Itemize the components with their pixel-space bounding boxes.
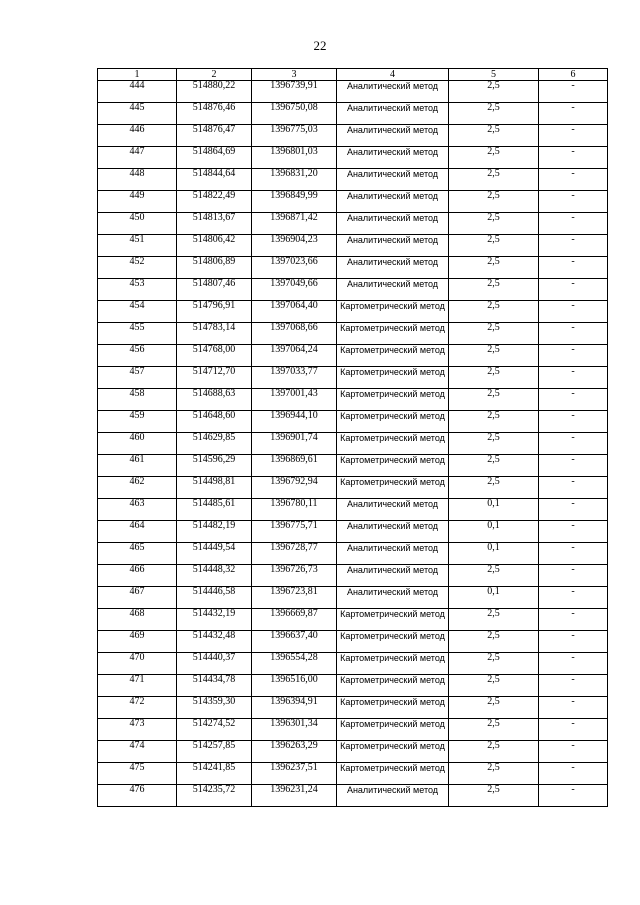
accuracy-cell: 2,5 xyxy=(449,631,539,653)
note-cell: - xyxy=(539,543,608,565)
note-cell: - xyxy=(539,301,608,323)
note-cell: - xyxy=(539,741,608,763)
x-coordinate-cell: 514629,85 xyxy=(177,433,252,455)
point-number-cell: 444 xyxy=(98,81,177,103)
y-coordinate-cell: 1396301,34 xyxy=(252,719,337,741)
table-row xyxy=(98,587,608,609)
note-cell: - xyxy=(539,785,608,807)
method-cell: Картометрический метод xyxy=(337,763,449,785)
method-cell: Картометрический метод xyxy=(337,697,449,719)
method-cell: Картометрический метод xyxy=(337,609,449,631)
y-coordinate-cell: 1396669,87 xyxy=(252,609,337,631)
y-coordinate-cell: 1396780,11 xyxy=(252,499,337,521)
note-cell: - xyxy=(539,81,608,103)
method-cell: Картометрический метод xyxy=(337,653,449,675)
table-row xyxy=(98,147,608,169)
method-cell: Картометрический метод xyxy=(337,345,449,367)
x-coordinate-cell: 514235,72 xyxy=(177,785,252,807)
point-number-cell: 465 xyxy=(98,543,177,565)
point-number-cell: 454 xyxy=(98,301,177,323)
point-number-cell: 466 xyxy=(98,565,177,587)
point-number-cell: 471 xyxy=(98,675,177,697)
point-number-cell: 464 xyxy=(98,521,177,543)
accuracy-cell: 2,5 xyxy=(449,697,539,719)
method-cell: Картометрический метод xyxy=(337,433,449,455)
note-cell: - xyxy=(539,279,608,301)
y-coordinate-cell: 1397064,40 xyxy=(252,301,337,323)
table-row xyxy=(98,301,608,323)
point-number-cell: 473 xyxy=(98,719,177,741)
accuracy-cell: 2,5 xyxy=(449,257,539,279)
point-number-cell: 448 xyxy=(98,169,177,191)
x-coordinate-cell: 514880,22 xyxy=(177,81,252,103)
y-coordinate-cell: 1397001,43 xyxy=(252,389,337,411)
y-coordinate-cell: 1396554,28 xyxy=(252,653,337,675)
x-coordinate-cell: 514432,19 xyxy=(177,609,252,631)
method-cell: Картометрический метод xyxy=(337,455,449,477)
accuracy-cell: 2,5 xyxy=(449,675,539,697)
y-coordinate-cell: 1396739,91 xyxy=(252,81,337,103)
note-cell: - xyxy=(539,631,608,653)
y-coordinate-cell: 1396904,23 xyxy=(252,235,337,257)
x-coordinate-cell: 514806,42 xyxy=(177,235,252,257)
table-row xyxy=(98,235,608,257)
accuracy-cell: 2,5 xyxy=(449,433,539,455)
x-coordinate-cell: 514449,54 xyxy=(177,543,252,565)
method-cell: Картометрический метод xyxy=(337,741,449,763)
table-row xyxy=(98,125,608,147)
method-cell: Картометрический метод xyxy=(337,301,449,323)
table-row xyxy=(98,81,608,103)
method-cell: Картометрический метод xyxy=(337,367,449,389)
x-coordinate-cell: 514274,52 xyxy=(177,719,252,741)
accuracy-cell: 2,5 xyxy=(449,389,539,411)
note-cell: - xyxy=(539,103,608,125)
point-number-cell: 476 xyxy=(98,785,177,807)
point-number-cell: 449 xyxy=(98,191,177,213)
y-coordinate-cell: 1396750,08 xyxy=(252,103,337,125)
x-coordinate-cell: 514876,46 xyxy=(177,103,252,125)
note-cell: - xyxy=(539,125,608,147)
x-coordinate-cell: 514648,60 xyxy=(177,411,252,433)
accuracy-cell: 2,5 xyxy=(449,301,539,323)
x-coordinate-cell: 514806,89 xyxy=(177,257,252,279)
method-cell: Картометрический метод xyxy=(337,477,449,499)
y-coordinate-cell: 1396775,71 xyxy=(252,521,337,543)
point-number-cell: 470 xyxy=(98,653,177,675)
note-cell: - xyxy=(539,389,608,411)
point-number-cell: 447 xyxy=(98,147,177,169)
note-cell: - xyxy=(539,697,608,719)
accuracy-cell: 2,5 xyxy=(449,191,539,213)
x-coordinate-cell: 514485,61 xyxy=(177,499,252,521)
method-cell: Аналитический метод xyxy=(337,169,449,191)
table-row xyxy=(98,257,608,279)
y-coordinate-cell: 1396723,81 xyxy=(252,587,337,609)
point-number-cell: 457 xyxy=(98,367,177,389)
y-coordinate-cell: 1396849,99 xyxy=(252,191,337,213)
column-header: 5 xyxy=(449,69,539,81)
point-number-cell: 456 xyxy=(98,345,177,367)
note-cell: - xyxy=(539,587,608,609)
x-coordinate-cell: 514257,85 xyxy=(177,741,252,763)
x-coordinate-cell: 514688,63 xyxy=(177,389,252,411)
point-number-cell: 460 xyxy=(98,433,177,455)
table-row xyxy=(98,675,608,697)
x-coordinate-cell: 514712,70 xyxy=(177,367,252,389)
table-row xyxy=(98,389,608,411)
accuracy-cell: 0,1 xyxy=(449,499,539,521)
y-coordinate-cell: 1396394,91 xyxy=(252,697,337,719)
method-cell: Аналитический метод xyxy=(337,785,449,807)
accuracy-cell: 0,1 xyxy=(449,587,539,609)
y-coordinate-cell: 1396263,29 xyxy=(252,741,337,763)
table-row xyxy=(98,411,608,433)
x-coordinate-cell: 514796,91 xyxy=(177,301,252,323)
x-coordinate-cell: 514876,47 xyxy=(177,125,252,147)
point-number-cell: 475 xyxy=(98,763,177,785)
accuracy-cell: 2,5 xyxy=(449,565,539,587)
table-row xyxy=(98,323,608,345)
point-number-cell: 458 xyxy=(98,389,177,411)
point-number-cell: 446 xyxy=(98,125,177,147)
y-coordinate-cell: 1396944,10 xyxy=(252,411,337,433)
x-coordinate-cell: 514359,30 xyxy=(177,697,252,719)
point-number-cell: 468 xyxy=(98,609,177,631)
accuracy-cell: 2,5 xyxy=(449,609,539,631)
accuracy-cell: 2,5 xyxy=(449,323,539,345)
method-cell: Аналитический метод xyxy=(337,521,449,543)
table-row xyxy=(98,543,608,565)
column-header: 3 xyxy=(252,69,337,81)
point-number-cell: 445 xyxy=(98,103,177,125)
method-cell: Аналитический метод xyxy=(337,81,449,103)
y-coordinate-cell: 1396726,73 xyxy=(252,565,337,587)
table-row xyxy=(98,191,608,213)
x-coordinate-cell: 514783,14 xyxy=(177,323,252,345)
method-cell: Аналитический метод xyxy=(337,279,449,301)
accuracy-cell: 2,5 xyxy=(449,103,539,125)
table-header-row xyxy=(98,69,608,81)
table-row xyxy=(98,345,608,367)
x-coordinate-cell: 514813,67 xyxy=(177,213,252,235)
accuracy-cell: 2,5 xyxy=(449,741,539,763)
x-coordinate-cell: 514768,00 xyxy=(177,345,252,367)
y-coordinate-cell: 1396775,03 xyxy=(252,125,337,147)
x-coordinate-cell: 514440,37 xyxy=(177,653,252,675)
x-coordinate-cell: 514432,48 xyxy=(177,631,252,653)
accuracy-cell: 2,5 xyxy=(449,147,539,169)
y-coordinate-cell: 1396728,77 xyxy=(252,543,337,565)
accuracy-cell: 2,5 xyxy=(449,213,539,235)
x-coordinate-cell: 514448,32 xyxy=(177,565,252,587)
note-cell: - xyxy=(539,653,608,675)
y-coordinate-cell: 1397033,77 xyxy=(252,367,337,389)
point-number-cell: 452 xyxy=(98,257,177,279)
table-row xyxy=(98,653,608,675)
table-row xyxy=(98,455,608,477)
y-coordinate-cell: 1396831,20 xyxy=(252,169,337,191)
method-cell: Аналитический метод xyxy=(337,213,449,235)
method-cell: Аналитический метод xyxy=(337,543,449,565)
note-cell: - xyxy=(539,609,608,631)
method-cell: Аналитический метод xyxy=(337,191,449,213)
coordinates-table xyxy=(97,68,608,807)
y-coordinate-cell: 1397023,66 xyxy=(252,257,337,279)
point-number-cell: 453 xyxy=(98,279,177,301)
accuracy-cell: 2,5 xyxy=(449,763,539,785)
y-coordinate-cell: 1396901,74 xyxy=(252,433,337,455)
note-cell: - xyxy=(539,191,608,213)
note-cell: - xyxy=(539,521,608,543)
note-cell: - xyxy=(539,763,608,785)
table-row xyxy=(98,499,608,521)
accuracy-cell: 2,5 xyxy=(449,411,539,433)
y-coordinate-cell: 1397064,24 xyxy=(252,345,337,367)
note-cell: - xyxy=(539,367,608,389)
note-cell: - xyxy=(539,499,608,521)
method-cell: Аналитический метод xyxy=(337,257,449,279)
table-row xyxy=(98,785,608,807)
accuracy-cell: 2,5 xyxy=(449,367,539,389)
method-cell: Картометрический метод xyxy=(337,411,449,433)
x-coordinate-cell: 514864,69 xyxy=(177,147,252,169)
point-number-cell: 462 xyxy=(98,477,177,499)
page-number: 22 xyxy=(313,38,327,53)
note-cell: - xyxy=(539,323,608,345)
note-cell: - xyxy=(539,565,608,587)
x-coordinate-cell: 514807,46 xyxy=(177,279,252,301)
table-row xyxy=(98,477,608,499)
x-coordinate-cell: 514446,58 xyxy=(177,587,252,609)
x-coordinate-cell: 514241,85 xyxy=(177,763,252,785)
table-row xyxy=(98,521,608,543)
method-cell: Картометрический метод xyxy=(337,323,449,345)
note-cell: - xyxy=(539,675,608,697)
method-cell: Аналитический метод xyxy=(337,499,449,521)
note-cell: - xyxy=(539,235,608,257)
table-row xyxy=(98,719,608,741)
table-row xyxy=(98,763,608,785)
point-number-cell: 467 xyxy=(98,587,177,609)
y-coordinate-cell: 1397049,66 xyxy=(252,279,337,301)
column-header: 4 xyxy=(337,69,449,81)
method-cell: Картометрический метод xyxy=(337,675,449,697)
y-coordinate-cell: 1396869,61 xyxy=(252,455,337,477)
note-cell: - xyxy=(539,433,608,455)
x-coordinate-cell: 514482,19 xyxy=(177,521,252,543)
table-row xyxy=(98,169,608,191)
y-coordinate-cell: 1396871,42 xyxy=(252,213,337,235)
y-coordinate-cell: 1396237,51 xyxy=(252,763,337,785)
method-cell: Аналитический метод xyxy=(337,587,449,609)
method-cell: Картометрический метод xyxy=(337,389,449,411)
accuracy-cell: 0,1 xyxy=(449,543,539,565)
point-number-cell: 455 xyxy=(98,323,177,345)
point-number-cell: 459 xyxy=(98,411,177,433)
y-coordinate-cell: 1396231,24 xyxy=(252,785,337,807)
y-coordinate-cell: 1396792,94 xyxy=(252,477,337,499)
table-row xyxy=(98,279,608,301)
table-row xyxy=(98,213,608,235)
table-row xyxy=(98,741,608,763)
x-coordinate-cell: 514596,29 xyxy=(177,455,252,477)
y-coordinate-cell: 1396516,00 xyxy=(252,675,337,697)
note-cell: - xyxy=(539,477,608,499)
accuracy-cell: 2,5 xyxy=(449,719,539,741)
method-cell: Аналитический метод xyxy=(337,125,449,147)
x-coordinate-cell: 514434,78 xyxy=(177,675,252,697)
note-cell: - xyxy=(539,169,608,191)
point-number-cell: 450 xyxy=(98,213,177,235)
column-header: 6 xyxy=(539,69,608,81)
accuracy-cell: 2,5 xyxy=(449,169,539,191)
note-cell: - xyxy=(539,213,608,235)
point-number-cell: 474 xyxy=(98,741,177,763)
note-cell: - xyxy=(539,411,608,433)
table-row xyxy=(98,103,608,125)
accuracy-cell: 2,5 xyxy=(449,345,539,367)
accuracy-cell: 2,5 xyxy=(449,235,539,257)
method-cell: Аналитический метод xyxy=(337,103,449,125)
column-header: 2 xyxy=(177,69,252,81)
table-row xyxy=(98,697,608,719)
table-row xyxy=(98,367,608,389)
y-coordinate-cell: 1397068,66 xyxy=(252,323,337,345)
table-row xyxy=(98,565,608,587)
method-cell: Картометрический метод xyxy=(337,631,449,653)
accuracy-cell: 2,5 xyxy=(449,125,539,147)
accuracy-cell: 0,1 xyxy=(449,521,539,543)
table-row xyxy=(98,609,608,631)
method-cell: Аналитический метод xyxy=(337,147,449,169)
point-number-cell: 472 xyxy=(98,697,177,719)
x-coordinate-cell: 514844,64 xyxy=(177,169,252,191)
x-coordinate-cell: 514822,49 xyxy=(177,191,252,213)
accuracy-cell: 2,5 xyxy=(449,653,539,675)
point-number-cell: 469 xyxy=(98,631,177,653)
column-header: 1 xyxy=(98,69,177,81)
point-number-cell: 451 xyxy=(98,235,177,257)
note-cell: - xyxy=(539,345,608,367)
accuracy-cell: 2,5 xyxy=(449,455,539,477)
note-cell: - xyxy=(539,455,608,477)
table-row xyxy=(98,631,608,653)
y-coordinate-cell: 1396637,40 xyxy=(252,631,337,653)
x-coordinate-cell: 514498,81 xyxy=(177,477,252,499)
y-coordinate-cell: 1396801,03 xyxy=(252,147,337,169)
point-number-cell: 461 xyxy=(98,455,177,477)
point-number-cell: 463 xyxy=(98,499,177,521)
method-cell: Картометрический метод xyxy=(337,719,449,741)
accuracy-cell: 2,5 xyxy=(449,785,539,807)
accuracy-cell: 2,5 xyxy=(449,279,539,301)
note-cell: - xyxy=(539,719,608,741)
method-cell: Аналитический метод xyxy=(337,565,449,587)
note-cell: - xyxy=(539,257,608,279)
accuracy-cell: 2,5 xyxy=(449,81,539,103)
note-cell: - xyxy=(539,147,608,169)
accuracy-cell: 2,5 xyxy=(449,477,539,499)
table-row xyxy=(98,433,608,455)
method-cell: Аналитический метод xyxy=(337,235,449,257)
